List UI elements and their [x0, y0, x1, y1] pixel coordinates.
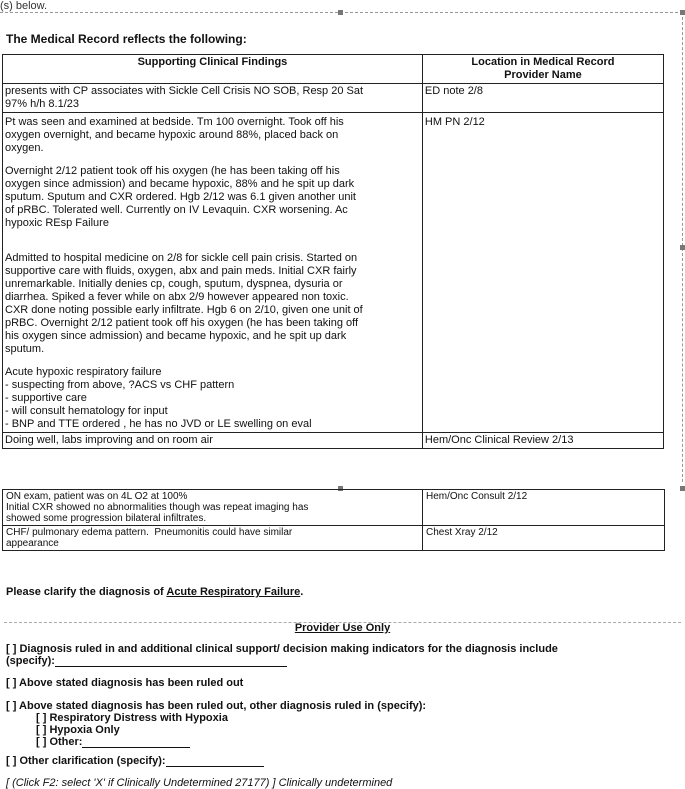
resize-handle-top[interactable]: [338, 10, 343, 15]
table-row: [3, 113, 664, 433]
sub-option-respiratory-distress[interactable]: [ ] Respiratory Distress with Hypoxia: [36, 712, 228, 724]
option-ruled-out[interactable]: [ ] Above stated diagnosis has been ruled out: [6, 677, 244, 689]
resize-handle-right[interactable]: [680, 245, 685, 250]
option-ruled-in[interactable]: [6, 643, 558, 667]
findings-text: ON exam, patient was on 4L O2 at 100% Initial CXR showed no abnormalities though was repeat imaging has showed some progression bilateral infiltrates.: [6, 491, 309, 524]
findings-table-continued: [2, 489, 665, 551]
option-other-diagnosis-label: [ ] Above stated diagnosis has been ruled out, other diagnosis ruled in (specify):: [6, 700, 427, 712]
option-ruled-in-specify: (specify):: [6, 655, 55, 667]
option-clinically-undetermined[interactable]: [ (Click F2: select 'X' if Clinically Undetermined 27177) ] Clinically undetermined: [6, 777, 393, 789]
location-text: HM PN 2/12: [424, 116, 485, 128]
table-row: [3, 490, 665, 526]
findings-cell[interactable]: [3, 433, 423, 449]
clarify-prompt: [6, 586, 303, 598]
findings-cell[interactable]: [3, 490, 423, 526]
table-row: [3, 526, 665, 551]
location-text: Hem/Onc Consult 2/12: [426, 491, 528, 502]
resize-handle-bottom-right[interactable]: [680, 486, 685, 491]
sub-option-other-label: [ ] Other:: [36, 736, 83, 748]
location-cell[interactable]: [423, 526, 665, 551]
findings-header: Supporting Clinical Findings: [3, 55, 423, 84]
findings-cell[interactable]: [3, 84, 423, 113]
location-header: Location in Medical Record Provider Name: [422, 55, 663, 84]
specify-blank[interactable]: [55, 657, 287, 667]
findings-cell[interactable]: [3, 526, 423, 551]
findings-paragraph: Overnight 2/12 patient took off his oxygen (he has been taking off his oxygen since admission) and became hypoxic, 88% and he spit up dark sputum. Sputum and CXR ordered. Hgb 2/12 was 6.1 given another unit of pRBC. Tolerated well. Currently on IV Levaquin. CXR worsening. Ac hypoxic REsp Failure: [5, 165, 356, 229]
location-cell[interactable]: [422, 433, 663, 449]
findings-paragraph: Acute hypoxic respiratory failure - suspecting from above, ?ACS vs CHF pattern - supportive care - will consult hematology for input - BNP and TTE ordered , he has no JVD or LE swelling on eval: [5, 366, 312, 430]
findings-paragraph: Admitted to hospital medicine on 2/8 for sickle cell pain crisis. Started on supportive care with fluids, oxygen, abx and pain meds. Initial CXR fairly unremarkable. Initially denies cp, cough, sputum, dyspnea, dysuria or diarrhea. Spiked a fever while on abx 2/9 however appeared non toxic. CXR done noting possible early infiltrate. Hgb 6 on 2/10, given one unit of pRBC. Overnight 2/12 patient took off his oxygen (he has been taking off his oxygen since admission) and became hypoxic, and he spit up dark sputum.: [5, 252, 363, 355]
location-cell[interactable]: [422, 113, 663, 433]
other-blank[interactable]: [82, 738, 190, 748]
findings-text: presents with CP associates with Sickle Cell Crisis NO SOB, Resp 20 Sat 97% h/h 8.1/23: [5, 85, 364, 110]
location-text: ED note 2/8: [424, 85, 483, 97]
clarify-diagnosis: Acute Respiratory Failure: [166, 586, 301, 598]
clarify-suffix: .: [300, 586, 304, 598]
sub-option-hypoxia-only[interactable]: [ ] Hypoxia Only: [36, 724, 120, 736]
table-header-row: [3, 55, 664, 84]
spacer: [5, 240, 420, 252]
table-row: [3, 433, 664, 449]
record-heading: The Medical Record reflects the following:: [6, 32, 247, 46]
provider-use-title: Provider Use Only: [294, 622, 391, 634]
location-cell[interactable]: [423, 490, 665, 526]
findings-text: Doing well, labs improving and on room air: [5, 434, 213, 446]
findings-table: [2, 54, 664, 449]
top-text: (s) below.: [0, 0, 48, 12]
table-row: [3, 84, 664, 113]
sub-option-other[interactable]: [6, 736, 426, 748]
findings-text: CHF/ pulmonary edema pattern. Pneumonitis could have similar appearance: [6, 527, 293, 549]
findings-paragraph: Pt was seen and examined at bedside. Tm 100 overnight. Took off his oxygen overnight, and became hypoxic around 88%, placed back on oxygen.: [5, 116, 344, 154]
resize-handle-top-right[interactable]: [680, 10, 685, 15]
option-ruled-in-label: [ ] Diagnosis ruled in and additional clinical support/ decision making indicators for the diagnosis include: [6, 643, 558, 655]
option-other-diagnosis[interactable]: [6, 700, 426, 748]
findings-cell[interactable]: [3, 113, 423, 433]
location-text: Chest Xray 2/12: [426, 527, 498, 538]
option-other-clarification-label: [ ] Other clarification (specify):: [6, 755, 166, 767]
clarify-prefix: Please clarify the diagnosis of: [6, 586, 167, 598]
location-text: Hem/Onc Clinical Review 2/13: [424, 434, 574, 446]
location-cell[interactable]: [422, 84, 663, 113]
clarification-blank[interactable]: [166, 757, 264, 767]
option-other-clarification[interactable]: [6, 755, 264, 767]
